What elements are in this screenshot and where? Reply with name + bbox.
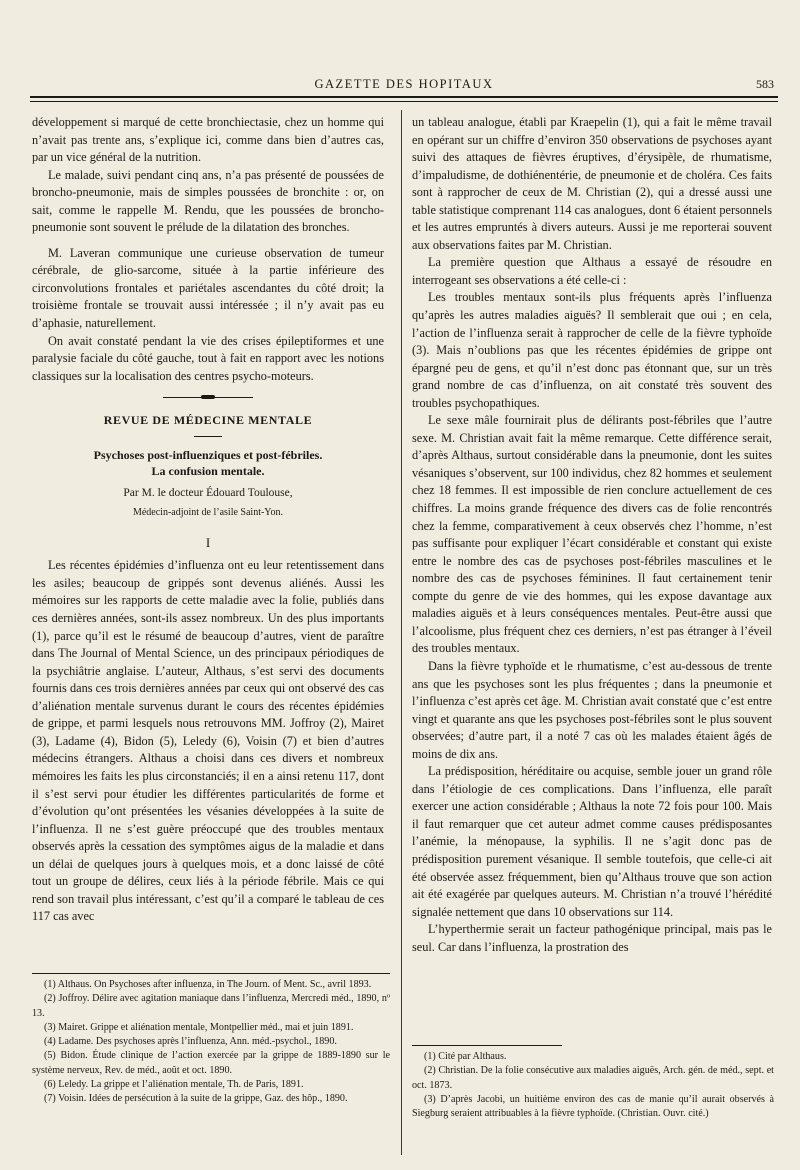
author-role: Médecin-adjoint de l’asile Saint-Yon. xyxy=(132,507,284,519)
paragraph: La prédisposition, héréditaire ou acquise, semble jouer un grand rôle dans l’étiologie de ces complications. Dans l’influenza, elle paraît exercer une action considérable ; Althaus la note 72 fois pour 100. Mais il faut remarquer que cet auteur admet comme causes prédisposantes l’anémie, la ménopause, la syphilis. Il ne s’agit donc pas de prédisposition purement vésanique. Il semble toutefois, que celle-ci ait été observée assez fréquemment, bien qu’Althaus trouve que son action ait été exagérée par quelques auteurs. M. Christian n’a trouvé l’hérédité signalée nettement que dans 10 observations sur 114. xyxy=(412,764,772,919)
paragraph: Les récentes épidémies d’influenza ont eu leur retentissement dans les asiles; beaucoup de grippés sont devenus aliénés. Aussi les mémoires sur les rapports de cette maladie avec la folie, publiés dans ces dernières années, sont-ils assez nombreux. Un des plus importants (1), parce qu’il est le résumé de beaucoup d’autres, vient de paraître dans The Journal of Mental Science, un des principaux périodiques de la psychiâtrie anglaise. L’auteur, Althaus, s’est servi des documents fournis dans ces trois dernières années par ceux qui ont observé des cas d’aliénation mentale survenus durant le cours des récentes épidémies de grippe, et parmi lesquels nous retrouvons MM. Joffroy (2), Mairet (3), Ladame (4), Bidon (5), Leledy (6), Voisin (7) et bien d’autres médecins étrangers. Althaus a choisi dans ces divers et nombreux mémoires les faits les plus circonstanciés; il en a ainsi retenu 117, dont il s’est servi pour étudier les différentes particularités de forme et d’évolution qu’ont présentées les vésanies développées à la suite de l’influenza. Il ne s’est guère préoccupé que des troubles mentaux observés après la cessation des symptômes aigus de la maladie et dans un délai de quelques jours à quelques mois, et a donc laissé de côté tout un groupe de délires, ceux liés à la période fébrile. Mais ce qui rend son travail plus intéressant, c’est qu’il a comparé le tableau de ces 117 cas avec xyxy=(32,558,384,924)
paragraph: L’hyperthermie serait un facteur pathogénique principal, mais pas le seul. Car dans l’influenza, la prostration des xyxy=(412,922,772,954)
article-author: Par M. le docteur Édouard Toulouse, xyxy=(123,486,293,499)
part-numeral: I xyxy=(205,534,211,550)
paragraph: Le sexe mâle fournirait plus de délirants post-fébriles que l’autre sexe. M. Christian avait fait la même remarque. Cette différence serait, d’après Althaus, surtout considérable dans la pneumonie, dont les suites vésaniques s’observent, sur 100 individus, chez 82 hommes et seulement chez 18 femmes. Il est impossible de rien conclure actuellement de ces chiffres. La moins grande fréquence des divers cas de folie rencontrés chez la femme, comparativement à ceux observés chez l’homme, n’est pas suffisante pour expliquer l’écart considérable et constant qui existe entre le nombre des cas de psychoses post-fébriles masculines et le nombre des cas de psychoses féminines. Il faut certainement tenir compte du genre de vie des hommes, qui les expose davantage aux maladies aiguës et à leurs conséquences mentales. Peut-être aussi que l’alcoolisme, plus fréquent chez ces derniers, n’est pas étranger à l’éveil des troubles mentaux. xyxy=(412,413,772,656)
section-rule xyxy=(194,436,222,437)
footnote: (1) Cité par Althaus. xyxy=(424,1051,507,1062)
journal-title: GAZETTE DES HOPITAUX xyxy=(314,77,494,91)
right-column xyxy=(412,114,772,956)
footnote: (2) Joffroy. Délire avec agitation maniaque dans l’influenza, Mercredi méd., 1890, nº 13. xyxy=(32,993,390,1019)
footnote: (3) D’après Jacobi, un huitième environ des cas de manie qu’il aurait observés à Siegburg seraient attribuables à la fièvre typhoïde. (Christian. Ouvr. cité.) xyxy=(412,1093,774,1120)
footnote: (3) Mairet. Grippe et aliénation mentale, Montpellier méd., mai et juin 1891. xyxy=(44,1021,354,1033)
footnote: (7) Voisin. Idées de persécution à la suite de la grippe, Gaz. des hôp., 1890. xyxy=(44,1093,348,1105)
running-header xyxy=(30,74,778,96)
paragraph: Dans la fièvre typhoïde et le rhumatisme, c’est au-dessous de trente ans que les psychoses sont les plus fréquentes ; dans la pneumonie et l’influenza c’est après cet âge. M. Christian avait constaté que c’est entre vingt et quarante ans que les psychoses post-fébriles sont le plus souvent observées; d’autre part, il a noté 7 cas où les malades étaient âgés de moins de dix ans. xyxy=(412,658,772,761)
header-rule-thin xyxy=(30,101,778,102)
header-rule-thick xyxy=(30,96,778,98)
section-heading: REVUE DE MÉDECINE MENTALE xyxy=(103,413,313,428)
page-number: 583 xyxy=(756,77,774,91)
paragraph: Le malade, suivi pendant cinq ans, n’a pas présenté de poussées de broncho-pneumonie, mais de simples poussées de bronchite : or, on sait, comme le rappelle M. Rendu, que les poussées de broncho-pneumonie sont souvent le prélude de la dilatation des bronches. xyxy=(32,167,384,235)
paragraph: M. Laveran communique une curieuse observation de tumeur cérébrale, de glio-sarcome, située à la partie inférieure des circonvolutions frontales et pariétales ascendantes du côté droit; la troisième frontale se trouvait aussi intéressée ; il n’y avait pas eu d’aphasie, naturellement. xyxy=(32,245,384,331)
footnote: (4) Ladame. Des psychoses après l’influenza, Ann. méd.-psychol., 1890. xyxy=(44,1036,337,1048)
left-column xyxy=(32,114,384,926)
footnote: (5) Bidon. Étude clinique de l’action exercée par la grippe de 1889-1890 sur le système nerveux, Rev. de méd., août et oct. 1890. xyxy=(32,1050,390,1076)
paragraph: Les troubles mentaux sont-ils plus fréquents après l’influenza qu’après les autres maladies aiguës? Il semblerait que oui ; en cela, l’action de l’influenza serait à rapprocher de celle de la fièvre typhoïde (3). Mais n’oublions pas que les récentes épidémies de grippe ont épargné peu de gens, et qu’il n’est donc pas étonnant que, sur un très grand nombre de cas d’influenza, on ait constaté très souvent des troubles psychopathiques. xyxy=(412,290,772,410)
paragraph: On avait constaté pendant la vie des crises épileptiformes et une paralysie faciale du côté gauche, tout à fait en rapport avec les notions classiques sur la localisation des centres psycho-moteurs. xyxy=(32,333,384,383)
footnote-rule xyxy=(32,973,390,974)
paragraph: un tableau analogue, établi par Kraepelin (1), qui a fait le même travail en opérant sur un chiffre d’environ 350 observations de psychoses ayant suivi des attaques de fièvres éruptives, d’érysipèle, de rhumatisme, d’impaludisme, de dothiénentérie, de pneumonie et de choléra. Ces faits sont à rapprocher de ceux de M. Christian (2), qui a dressé aussi une table statistique comprenant 114 cas analogues, dont 6 étaient personnels et les autres empruntés à divers auteurs. Aussi je me reporterai souvent aux observations faites par M. Christian. xyxy=(412,115,772,252)
ornament-separator xyxy=(163,397,253,398)
footnote: (2) Christian. De la folie consécutive aux maladies aiguës, Arch. gén. de méd., sept. et oct. 1873. xyxy=(412,1065,774,1091)
footnote: (6) Leledy. La grippe et l’aliénation mentale, Th. de Paris, 1891. xyxy=(44,1079,304,1091)
footnote-rule xyxy=(412,1045,562,1046)
left-footnotes xyxy=(32,978,390,1107)
article-title-line: Psychoses post-influenziques et post-fébriles. xyxy=(93,447,323,462)
article-title-line: La confusion mentale. xyxy=(151,463,265,478)
paragraph: développement si marqué de cette bronchiectasie, chez un homme qui n’avait pas trente ans, s’explique ici, comme dans bien d’autres cas, par un vice général de la nutrition. xyxy=(32,115,384,165)
column-divider xyxy=(401,110,402,1155)
paragraph: La première question que Althaus a essayé de résoudre en interrogeant ses observations a été celle-ci : xyxy=(412,255,772,287)
footnote: (1) Althaus. On Psychoses after influenza, in The Journ. of Ment. Sc., avril 1893. xyxy=(44,979,372,990)
right-footnotes xyxy=(412,1050,774,1121)
